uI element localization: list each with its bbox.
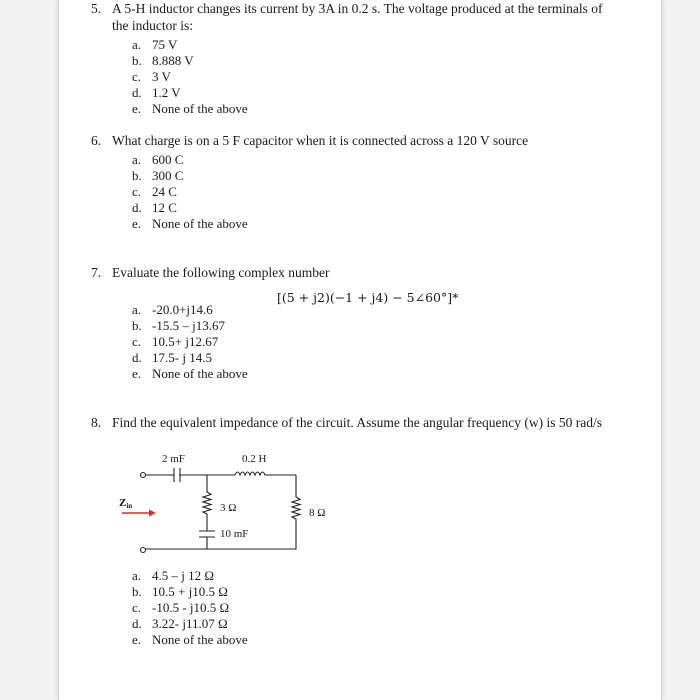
option-letter: a. [132, 152, 142, 167]
option-letter: b. [132, 168, 142, 183]
question-number: 8. [91, 415, 102, 430]
zin-subscript: in [126, 502, 133, 510]
option-letter: b. [132, 318, 142, 333]
option-text: 3.22- j11.07 Ω [152, 616, 228, 631]
option-letter: a. [132, 302, 142, 317]
question-number: 7. [91, 265, 102, 280]
option-text: 1.2 V [152, 85, 181, 100]
option-letter: a. [132, 568, 142, 583]
option-letter: e. [132, 216, 142, 231]
option-letter: c. [132, 69, 142, 84]
option-text: 300 C [152, 168, 184, 183]
option-text: None of the above [152, 216, 248, 231]
option-e [132, 632, 248, 648]
option-letter: d. [132, 85, 142, 100]
option-list [91, 568, 248, 648]
option-text: 4.5 – j 12 Ω [152, 568, 215, 583]
option-text: 75 V [152, 37, 178, 52]
capacitor-10mf-symbol [199, 531, 215, 537]
option-letter: c. [132, 334, 142, 349]
capacitor-2mf-symbol [174, 468, 180, 482]
input-terminal-bottom [141, 548, 146, 553]
complex-expression: [(5 + j2)(−1 + j4) − 5∠60°]* [277, 290, 459, 305]
option-letter: e. [132, 632, 142, 647]
option-text: 8.888 V [152, 53, 194, 68]
zin-arrow-head [149, 510, 156, 517]
option-letter: a. [132, 37, 142, 52]
option-letter: e. [132, 101, 142, 116]
option-text: -20.0+j14.6 [152, 302, 213, 317]
option-letter: c. [132, 600, 142, 615]
option-text: 10.5+ j12.67 [152, 334, 219, 349]
option-text: 10.5 + j10.5 Ω [152, 584, 228, 599]
inductor-symbol [235, 472, 296, 475]
label-0-2h: 0.2 H [242, 453, 267, 465]
option-d [132, 616, 248, 632]
option-a [132, 568, 248, 584]
option-text: 17.5- j 14.5 [152, 350, 212, 365]
label-2mf: 2 mF [162, 453, 185, 465]
option-text: 12 C [152, 200, 177, 215]
question-text: Evaluate the following complex number [112, 265, 330, 280]
question-text: A 5-H inductor changes its current by 3A in 0.2 s. The voltage produced at the terminals of [112, 1, 603, 16]
option-text: None of the above [152, 366, 248, 381]
question-text: What charge is on a 5 F capacitor when it is connected across a 120 V source [112, 133, 529, 148]
question-number: 5. [91, 1, 102, 16]
option-letter: c. [132, 184, 142, 199]
label-3ohm: 3 Ω [220, 502, 237, 514]
option-letter: b. [132, 53, 142, 68]
option-letter: d. [132, 616, 142, 631]
option-letter: b. [132, 584, 142, 599]
option-text: 600 C [152, 152, 184, 167]
zin-main: Z [119, 497, 127, 509]
option-letter: e. [132, 366, 142, 381]
question-number: 6. [91, 133, 102, 148]
option-letter: d. [132, 350, 142, 365]
option-letter: d. [132, 200, 142, 215]
option-text: None of the above [152, 101, 248, 116]
label-8ohm: 8 Ω [309, 507, 326, 519]
label-zin [119, 497, 132, 510]
bottom-wire [143, 549, 207, 550]
question-8-options [91, 568, 248, 648]
option-text: 3 V [152, 69, 171, 84]
option-text: None of the above [152, 632, 248, 647]
option-b [132, 584, 248, 600]
option-text: 24 C [152, 184, 177, 199]
question-text: Find the equivalent impedance of the circuit. Assume the angular frequency (w) is 50 rad/s [112, 415, 602, 430]
resistor-3ohm-branch [203, 475, 211, 549]
input-terminal-top [141, 473, 146, 478]
option-text: -15.5 – j13.67 [152, 318, 225, 333]
option-c [132, 600, 248, 616]
label-10mf: 10 mF [220, 528, 249, 540]
question-text-continued: the inductor is: [112, 18, 193, 33]
option-text: -10.5 - j10.5 Ω [152, 600, 230, 615]
